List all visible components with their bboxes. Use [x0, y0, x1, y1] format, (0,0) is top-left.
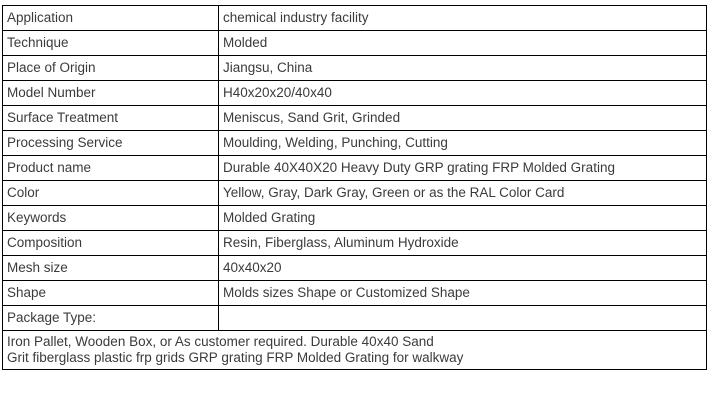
- table-row: [3, 206, 707, 231]
- spec-label: Surface Treatment: [3, 106, 219, 131]
- spec-value: Molds sizes Shape or Customized Shape: [219, 281, 707, 306]
- table-row: [3, 56, 707, 81]
- spec-label: Product name: [3, 156, 219, 181]
- spec-value: Durable 40X40X20 Heavy Duty GRP grating FRP Molded Grating: [219, 156, 707, 181]
- spec-value: Meniscus, Sand Grit, Grinded: [219, 106, 707, 131]
- product-spec-table: [2, 5, 707, 370]
- spec-table-body: [3, 6, 707, 370]
- table-row: [3, 31, 707, 56]
- table-row-footer: [3, 331, 707, 370]
- package-note-line: Iron Pallet, Wooden Box, or As customer required. Durable 40x40 Sand: [7, 334, 434, 349]
- table-row: [3, 306, 707, 331]
- table-row: [3, 231, 707, 256]
- spec-value: Yellow, Gray, Dark Gray, Green or as the RAL Color Card: [219, 181, 707, 206]
- spec-label: Processing Service: [3, 131, 219, 156]
- table-row: [3, 81, 707, 106]
- spec-value: [219, 306, 707, 331]
- spec-label: Mesh size: [3, 256, 219, 281]
- spec-label: Place of Origin: [3, 56, 219, 81]
- spec-value: Jiangsu, China: [219, 56, 707, 81]
- spec-label: Keywords: [3, 206, 219, 231]
- spec-label: Model Number: [3, 81, 219, 106]
- table-row: [3, 106, 707, 131]
- spec-value: Molded Grating: [219, 206, 707, 231]
- spec-value: Resin, Fiberglass, Aluminum Hydroxide: [219, 231, 707, 256]
- spec-label: Application: [3, 6, 219, 31]
- table-row: [3, 156, 707, 181]
- spec-value: Moulding, Welding, Punching, Cutting: [219, 131, 707, 156]
- spec-value: chemical industry facility: [219, 6, 707, 31]
- table-row: [3, 6, 707, 31]
- spec-label: Shape: [3, 281, 219, 306]
- table-row: [3, 281, 707, 306]
- table-row: [3, 256, 707, 281]
- package-note-cell: [3, 331, 707, 370]
- table-row: [3, 131, 707, 156]
- spec-value: 40x40x20: [219, 256, 707, 281]
- package-note-line: Grit fiberglass plastic frp grids GRP grating FRP Molded Grating for walkway: [7, 350, 464, 365]
- spec-value: H40x20x20/40x40: [219, 81, 707, 106]
- spec-label: Technique: [3, 31, 219, 56]
- spec-value: Molded: [219, 31, 707, 56]
- spec-label: Color: [3, 181, 219, 206]
- table-row: [3, 181, 707, 206]
- spec-label: Composition: [3, 231, 219, 256]
- spec-label: Package Type:: [3, 306, 219, 331]
